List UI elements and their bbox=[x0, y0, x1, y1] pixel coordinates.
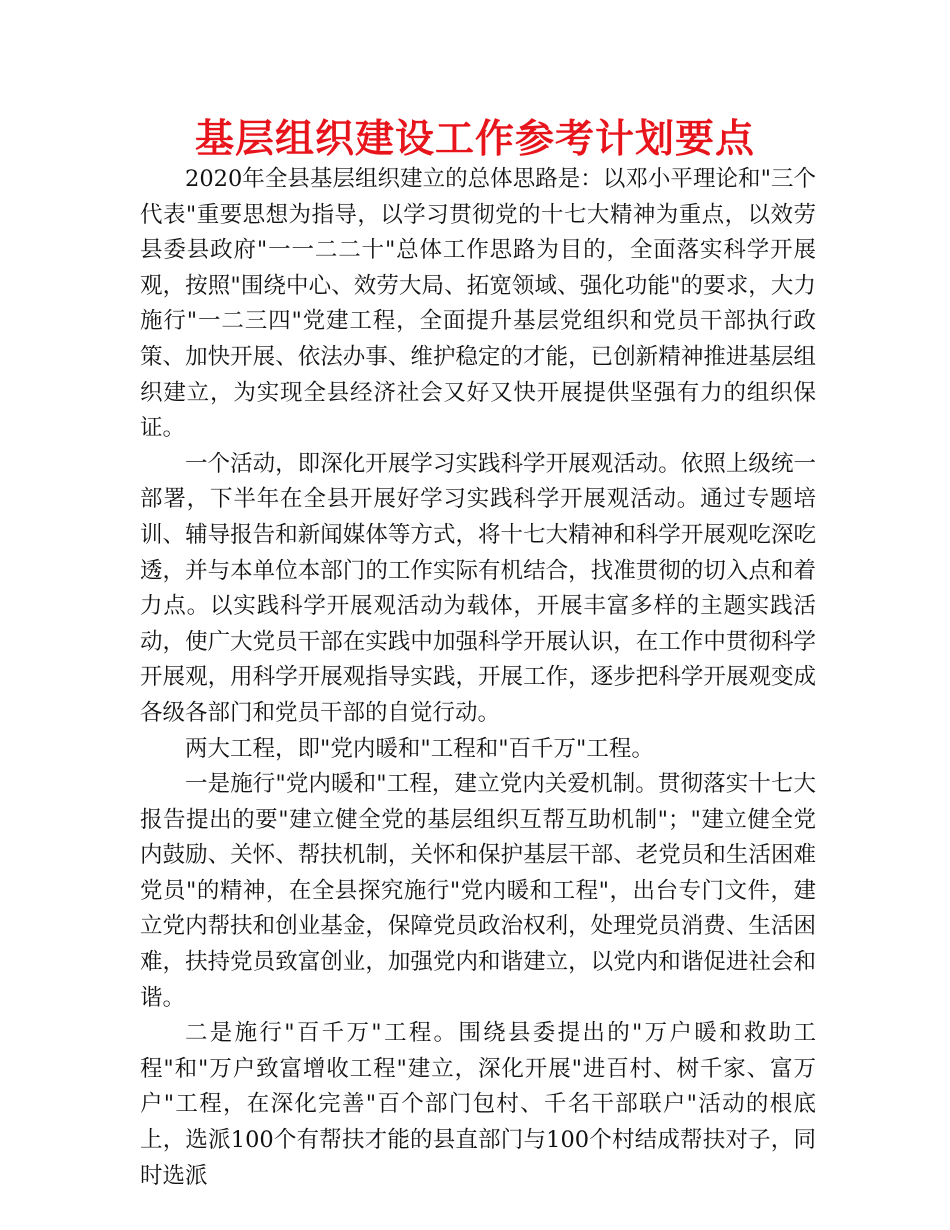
document-title: 基层组织建设工作参考计划要点 bbox=[194, 117, 755, 162]
paragraph-party-warmth-project: 一是施行"党内暖和"工程，建立党内关爱机制。贯彻落实十七大报告提出的要"建立健全党的基层组织互帮互助机制"；"建立健全党内鼓励、关怀、帮扶机制，关怀和保护基层干部、老党员和生活困难党员"的精神，在全县探究施行"党内暖和工程"，出台专门文件，建立党内帮扶和创业基金，保障党员政治权利，处理党员消费、生活困难，扶持党员致富创业，加强党内和谐建立，以党内和谐促进社会和谐。 bbox=[140, 771, 816, 1011]
paragraph-one-activity: 一个活动，即深化开展学习实践科学开展观活动。依照上级统一部署，下半年在全县开展好学习实践科学开展观活动。通过专题培训、辅导报告和新闻媒体等方式，将十七大精神和科学开展观吃深吃透，并与本单位本部门的工作实际有机结合，找准贯彻的切入点和着力点。以实践科学开展观活动为载体，开展丰富多样的主题实践活动，使广大党员干部在实践中加强科学开展认识，在工作中贯彻科学开展观，用科学开展观指导实践，开展工作，逐步把科学开展观变成各级各部门和党员干部的自觉行动。 bbox=[140, 450, 816, 726]
paragraph-overall-approach: 2020年全县基层组织建立的总体思路是：以邓小平理论和"三个代表"重要思想为指导，以学习贯彻党的十七大精神为重点，以效劳县委县政府"一一二二十"总体工作思路为目的，全面落实科学开展观，按照"围绕中心、效劳大局、拓宽领域、强化功能"的要求，大力施行"一二三四"党建工程，全面提升基层党组织和党员干部执行政策、加快开展、依法办事、维护稳定的才能，已创新精神推进基层组织建立，为实现全县经济社会又好又快开展提供坚强有力的组织保证。 bbox=[140, 166, 816, 442]
paragraph-hundred-thousand-project: 二是施行"百千万"工程。围绕县委提出的"万户暖和救助工程"和"万户致富增收工程"建立，深化开展"进百村、树千家、富万户"工程，在深化完善"百个部门包村、千名干部联户"活动的根底上，选派100个有帮扶才能的县直部门与100个村结成帮扶对子，同时选派 bbox=[140, 1020, 816, 1189]
document-body bbox=[140, 162, 816, 1194]
paragraph-two-projects: 两大工程，即"党内暖和"工程和"百千万"工程。 bbox=[185, 735, 654, 762]
